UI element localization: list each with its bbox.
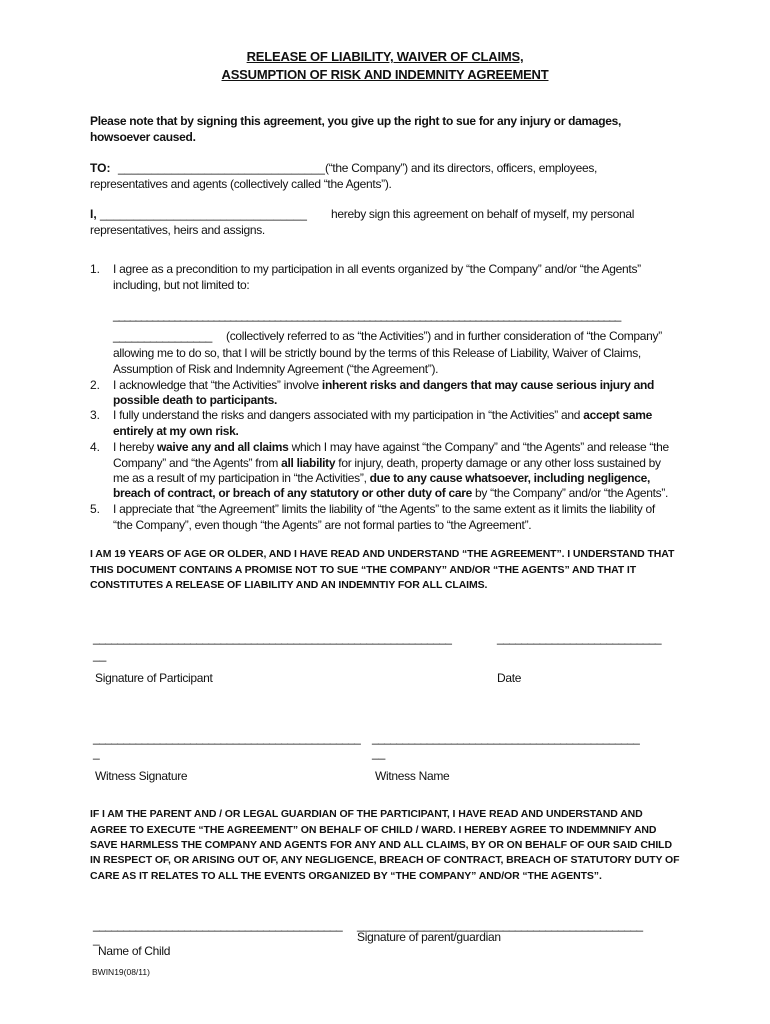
item-4-text-d: for injury, death, property damage or any other loss sustained by — [335, 456, 661, 470]
item-2-line-2: possible death to participants. — [113, 393, 278, 407]
item-4-text-c: Company” and “the Agents” from — [113, 456, 282, 470]
item-2-text: I acknowledge that “the Activities” involve — [113, 378, 322, 392]
item-3-line-2: entirely at my own risk. — [113, 424, 239, 438]
item-4-bold-a: waive any and all claims — [157, 440, 289, 454]
item-1-line-3: (collectively referred to as “the Activities”) and in further consideration of “the Company” — [226, 329, 662, 343]
participant-signature-field[interactable]: ___________________________________________________________ — [93, 631, 452, 645]
item-4-line-1 — [113, 440, 669, 454]
item-4-text-a: I hereby — [113, 440, 157, 454]
participant-name-field[interactable]: _______________________________ — [100, 207, 307, 221]
item-number-4: 4. — [90, 440, 101, 454]
participant-signature-label: Signature of Participant — [95, 671, 213, 685]
guardian-line-2: AGREE TO EXECUTE “THE AGREEMENT” ON BEHALF OF CHILD / WARD. I HEREBY AGREE TO INDEMMNIFY AND — [90, 824, 657, 836]
item-2-line-1 — [113, 378, 654, 392]
item-4-text-f: by “the Company” and/or “the Agents”. — [472, 486, 669, 500]
item-1-line-5: Assumption of Risk and Indemnity Agreement (“the Agreement”). — [113, 362, 439, 376]
item-3-line-1 — [113, 408, 652, 422]
document-title-line-1: RELEASE OF LIABILITY, WAIVER OF CLAIMS, — [246, 49, 524, 64]
guardian-line-3: SAVE HARMLESS THE COMPANY AND AGENTS FOR ANY AND ALL CLAIMS, BY OR ON BEHALF OF OUR SAID CHILD — [90, 839, 672, 851]
witness-signature-field[interactable]: ____________________________________________ — [93, 731, 361, 745]
item-4-text-e: me as a result of my participation in “the Activities”, — [113, 471, 370, 485]
item-3-text: I fully understand the risks and dangers associated with my participation in “the Activities” and — [113, 408, 584, 422]
guardian-line-4: IN RESPECT OF, OR ARISING OUT OF, ANY NEGLIGENCE, BREACH OF CONTRACT, BREACH OF STATUTORY DUTY OF — [90, 854, 680, 866]
company-name-field[interactable]: _______________________________ — [118, 161, 325, 175]
witness-name-field-end: __ — [372, 746, 386, 760]
child-name-label: Name of Child — [98, 944, 171, 958]
guardian-line-1: IF I AM THE PARENT AND / OR LEGAL GUARDIAN OF THE PARTICIPANT, I HAVE READ AND UNDERSTAND AND — [90, 808, 643, 820]
child-name-field-end: _ — [93, 932, 100, 946]
declaration-line-2: THIS DOCUMENT CONTAINS A PROMISE NOT TO SUE “THE COMPANY” AND/OR “THE AGENTS” AND THAT IT — [90, 564, 637, 576]
witness-signature-field-end: _ — [93, 746, 100, 760]
item-4-line-2 — [113, 456, 661, 470]
form-code: BWIN19(08/11) — [92, 967, 150, 977]
notice-line-2: howsoever caused. — [90, 130, 196, 144]
parent-signature-label: Signature of parent/guardian — [357, 930, 501, 944]
item-4-line-4 — [113, 486, 668, 500]
item-1-line-4: allowing me to do so, that I will be strictly bound by the terms of this Release of Liability, Waiver of Claims, — [113, 346, 641, 360]
item-5-line-2: “the Company”, even though “the Agents” are not formal parties to “the Agreement”. — [113, 518, 532, 532]
i-text-line-2: representatives, heirs and assigns. — [90, 223, 265, 237]
activities-field-2[interactable]: ________________ — [113, 329, 212, 343]
item-4-text-b: which I may have against “the Company” and “the Agents” and release “the — [288, 440, 669, 454]
item-4-line-3 — [113, 471, 650, 485]
document-title-line-2: ASSUMPTION OF RISK AND INDEMNITY AGREEMENT — [221, 67, 549, 82]
notice-line-1: Please note that by signing this agreement, you give up the right to sue for any injury or damages, — [90, 114, 622, 128]
item-1-line-1: I agree as a precondition to my participation in all events organized by “the Company” and/or “the Agents” — [113, 262, 641, 276]
to-label: TO: — [90, 161, 111, 175]
participant-signature-field-end: __ — [93, 648, 107, 662]
item-number-5: 5. — [90, 502, 101, 516]
witness-name-field[interactable]: ____________________________________________ — [372, 731, 640, 745]
i-label: I, — [90, 207, 97, 221]
date-label: Date — [497, 671, 522, 685]
item-4-bold-d: breach of contract, or breach of any statutory or other duty of care — [113, 486, 473, 500]
item-number-2: 2. — [90, 378, 101, 392]
item-2-bold: inherent risks and dangers that may cause serious injury and — [321, 378, 655, 392]
item-4-bold-c: due to any cause whatsoever, including negligence, — [369, 471, 651, 485]
item-number-1: 1. — [90, 262, 101, 276]
witness-name-label: Witness Name — [375, 769, 450, 783]
parent-signature-field[interactable]: _______________________________________________ — [357, 918, 643, 932]
item-5-line-1: I appreciate that “the Agreement” limits the liability of “the Agents” to the same extent as it limits the liability of — [113, 502, 655, 516]
i-text-line-1: hereby sign this agreement on behalf of myself, my personal — [331, 207, 635, 221]
activities-field[interactable]: ___________________________________________________________________________________________ — [113, 308, 621, 322]
item-3-bold: accept same — [583, 408, 652, 422]
witness-signature-label: Witness Signature — [95, 769, 188, 783]
to-text-line-2: representatives and agents (collectively called “the Agents”). — [90, 177, 392, 191]
declaration-line-1: I AM 19 YEARS OF AGE OR OLDER, AND I HAVE READ AND UNDERSTAND “THE AGREEMENT”. I UNDERSTAND THAT — [90, 548, 675, 560]
guardian-line-5: CARE AS IT RELATES TO ALL THE EVENTS ORGANIZED BY “THE COMPANY” AND/OR “THE AGENTS”. — [90, 870, 602, 882]
item-number-3: 3. — [90, 408, 101, 422]
date-field[interactable]: ___________________________ — [497, 631, 661, 645]
child-name-field[interactable]: _________________________________________ — [93, 918, 343, 932]
to-text-line-1: (“the Company”) and its directors, officers, employees, — [325, 161, 598, 175]
item-4-bold-b: all liability — [281, 456, 336, 470]
item-1-line-2: including, but not limited to: — [113, 278, 250, 292]
declaration-line-3: CONSTITUTES A RELEASE OF LIABILITY AND AN INDEMNTIY FOR ALL CLAIMS. — [90, 579, 488, 591]
